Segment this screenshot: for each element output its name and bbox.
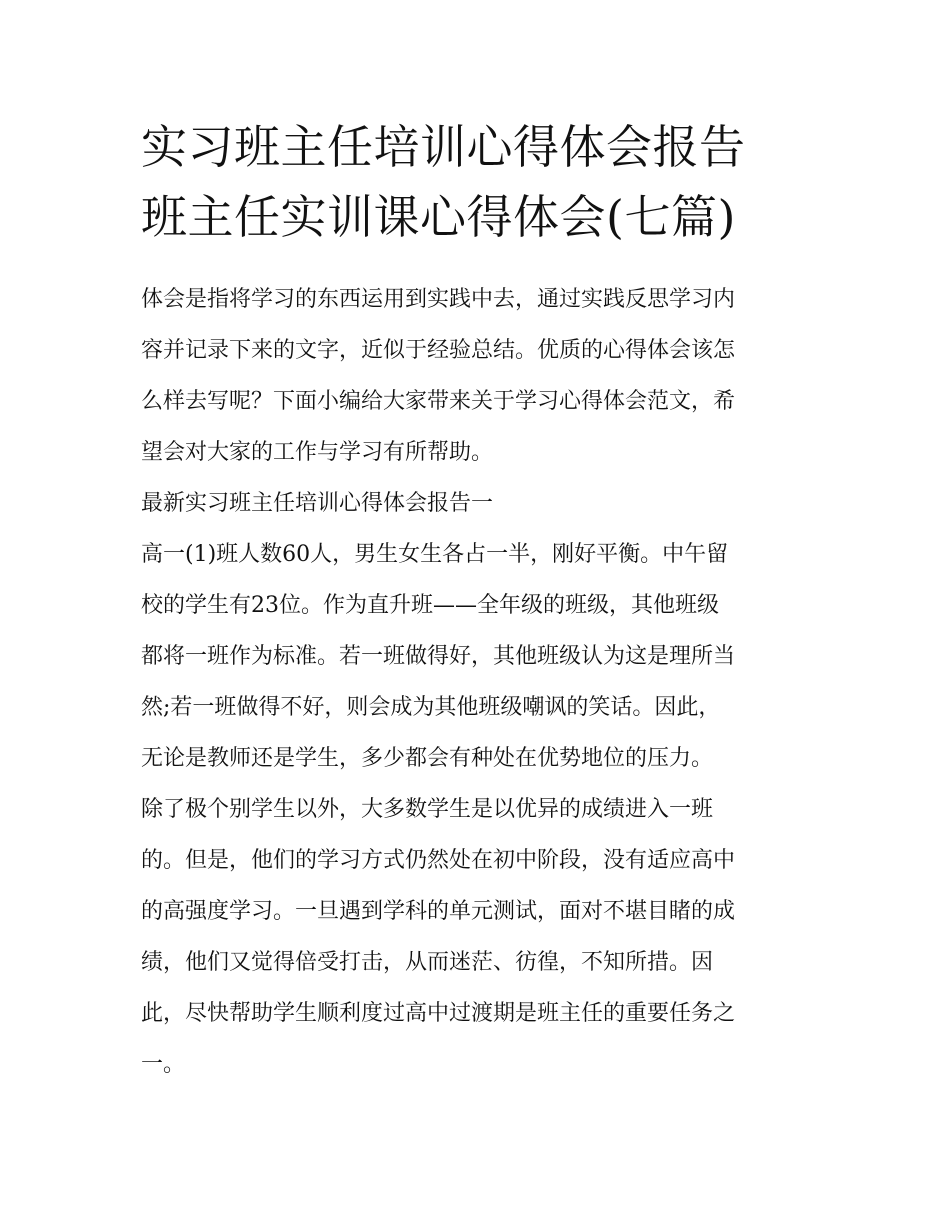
text-line: 的。但是，他们的学习方式仍然处在初中阶段，没有适应高中 [141,848,736,873]
text-line: 无论是教师还是学生，多少都会有种处在优势地位的压力。 [141,746,714,771]
document-title [141,112,821,252]
title-line-2: 班主任实训课心得体会(七篇) [141,190,736,244]
title-line-1: 实习班主任培训心得体会报告 [141,120,746,174]
text-line: 的高强度学习。一旦遇到学科的单元测试，面对不堪目睹的成 [141,899,736,924]
text-line: 此，尽快帮助学生顺利度过高中过渡期是班主任的重要任务之 [141,1001,736,1026]
text-line: 都将一班作为标准。若一班做得好，其他班级认为这是理所当 [141,644,736,669]
text-line: 绩，他们又觉得倍受打击，从而迷茫、彷徨，不知所措。因 [141,950,714,975]
text-line: 体会是指将学习的东西运用到实践中去，通过实践反思学习内 [141,287,736,312]
text-line: 高一(1)班人数60人，男生女生各占一半，刚好平衡。中午留 [141,542,729,567]
text-line: 望会对大家的工作与学习有所帮助。 [141,440,494,465]
text-line: 么样去写呢？下面小编给大家带来关于学习心得体会范文，希 [141,389,736,414]
section-heading: 最新实习班主任培训心得体会报告一 [141,491,494,516]
text-line: 除了极个别学生以外，大多数学生是以优异的成绩进入一班 [141,797,714,822]
text-line: 校的学生有23位。作为直升班——全年级的班级，其他班级 [141,593,719,618]
text-line: 然;若一班做得不好，则会成为其他班级嘲讽的笑话。因此， [141,695,721,720]
text-line: 容并记录下来的文字，近似于经验总结。优质的心得体会该怎 [141,338,736,363]
document-body [141,274,821,1090]
text-line: 一。 [141,1052,186,1077]
